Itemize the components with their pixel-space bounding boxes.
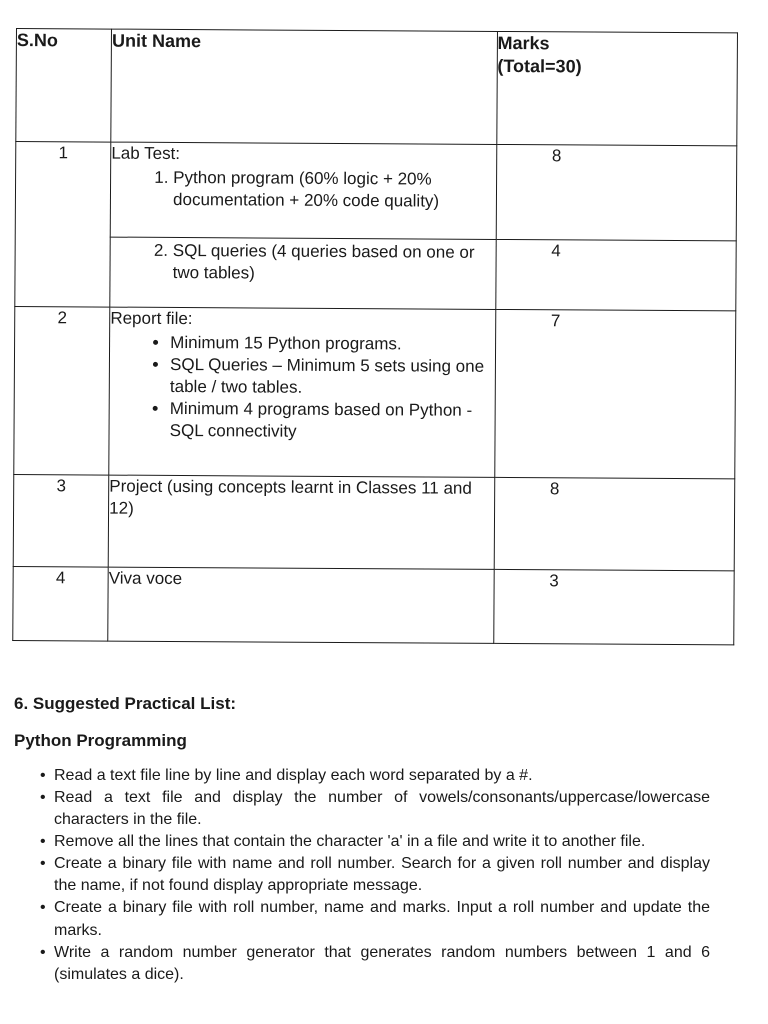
header-sno: S.No — [16, 29, 112, 143]
list-item — [40, 765, 710, 787]
row-sno: 1 — [15, 142, 111, 308]
bullet-icon: • — [40, 943, 46, 961]
report-file-list — [110, 332, 495, 445]
header-marks-label: Marks — [497, 32, 550, 54]
list-item: • Minimum 15 Python programs. — [170, 332, 495, 356]
list-item — [40, 897, 710, 941]
marks-value: 4 — [551, 241, 561, 261]
bullet-icon: • — [40, 767, 46, 784]
row-unit-name — [110, 237, 496, 309]
list-item: • Minimum 4 programs based on Python - SQL connectivity — [170, 398, 495, 444]
practical-list — [40, 765, 710, 986]
list-item-text: Remove all the lines that contain the character 'a' in a file and write it to another file. — [54, 833, 646, 851]
table-row — [13, 474, 735, 570]
row-marks — [495, 239, 736, 310]
row-sno: 3 — [13, 474, 109, 567]
table-row — [15, 236, 736, 310]
list-item: 1. Python program (60% logic + 20% documentation + 20% code quality) — [173, 167, 496, 213]
list-item — [40, 942, 710, 986]
bullet-icon: • — [40, 855, 46, 873]
row-unit-name — [109, 307, 496, 477]
list-item — [40, 853, 710, 897]
marks-distribution-table — [12, 28, 738, 645]
lab-test-list — [111, 240, 496, 287]
unit-title: Report file: — [110, 308, 193, 329]
header-marks-total: (Total=30) — [497, 56, 582, 77]
row-marks — [494, 477, 735, 570]
row-marks — [493, 569, 734, 644]
list-item — [40, 831, 710, 853]
list-item-text: Read a text file and display the number of vowels/consonants/uppercase/lowercase characters in the file. — [54, 789, 710, 829]
bullet-icon: • — [40, 899, 46, 917]
row-sno: 4 — [13, 566, 109, 641]
list-item — [40, 787, 710, 831]
row-unit-name — [110, 142, 496, 239]
list-item: • SQL Queries – Minimum 5 sets using one table / two tables. — [170, 354, 495, 400]
row-unit-name — [108, 567, 494, 643]
table-header-row — [16, 29, 738, 146]
marks-value: 8 — [551, 146, 562, 166]
list-item-text: Create a binary file with name and roll number. Search for a given roll number and display the name, if not found display appropriate message. — [54, 855, 710, 895]
table-row — [14, 306, 736, 478]
table-row — [15, 142, 737, 241]
section-heading: 6. Suggested Practical List: — [14, 694, 237, 713]
list-item-text: Write a random number generator that generates random numbers between 1 and 6 (simulates a dice). — [54, 943, 710, 983]
header-unit-name: Unit Name — [111, 29, 497, 144]
lab-test-list — [111, 167, 496, 214]
header-marks — [496, 31, 737, 145]
marks-value: 8 — [549, 479, 560, 499]
marks-value: 7 — [550, 311, 561, 331]
unit-title: Project (using concepts learnt in Classes 11 and 12) — [109, 476, 472, 518]
list-item-text: Read a text file line by line and display each word separated by a #. — [54, 767, 533, 784]
table-row — [13, 566, 734, 644]
row-marks — [494, 309, 735, 478]
unit-title: Viva voce — [108, 568, 183, 589]
marks-value: 3 — [549, 571, 559, 591]
sub-heading: Python Programming — [14, 731, 187, 750]
row-sno: 2 — [14, 306, 110, 475]
bullet-icon: • — [40, 789, 46, 807]
row-unit-name — [108, 475, 494, 569]
unit-title: Lab Test: — [111, 143, 181, 164]
row-marks — [496, 144, 737, 240]
list-item: 2. SQL queries (4 queries based on one or two tables) — [173, 240, 496, 286]
bullet-icon: • — [40, 833, 46, 851]
list-item-text: Create a binary file with roll number, name and marks. Input a roll number and update the marks. — [54, 899, 710, 939]
